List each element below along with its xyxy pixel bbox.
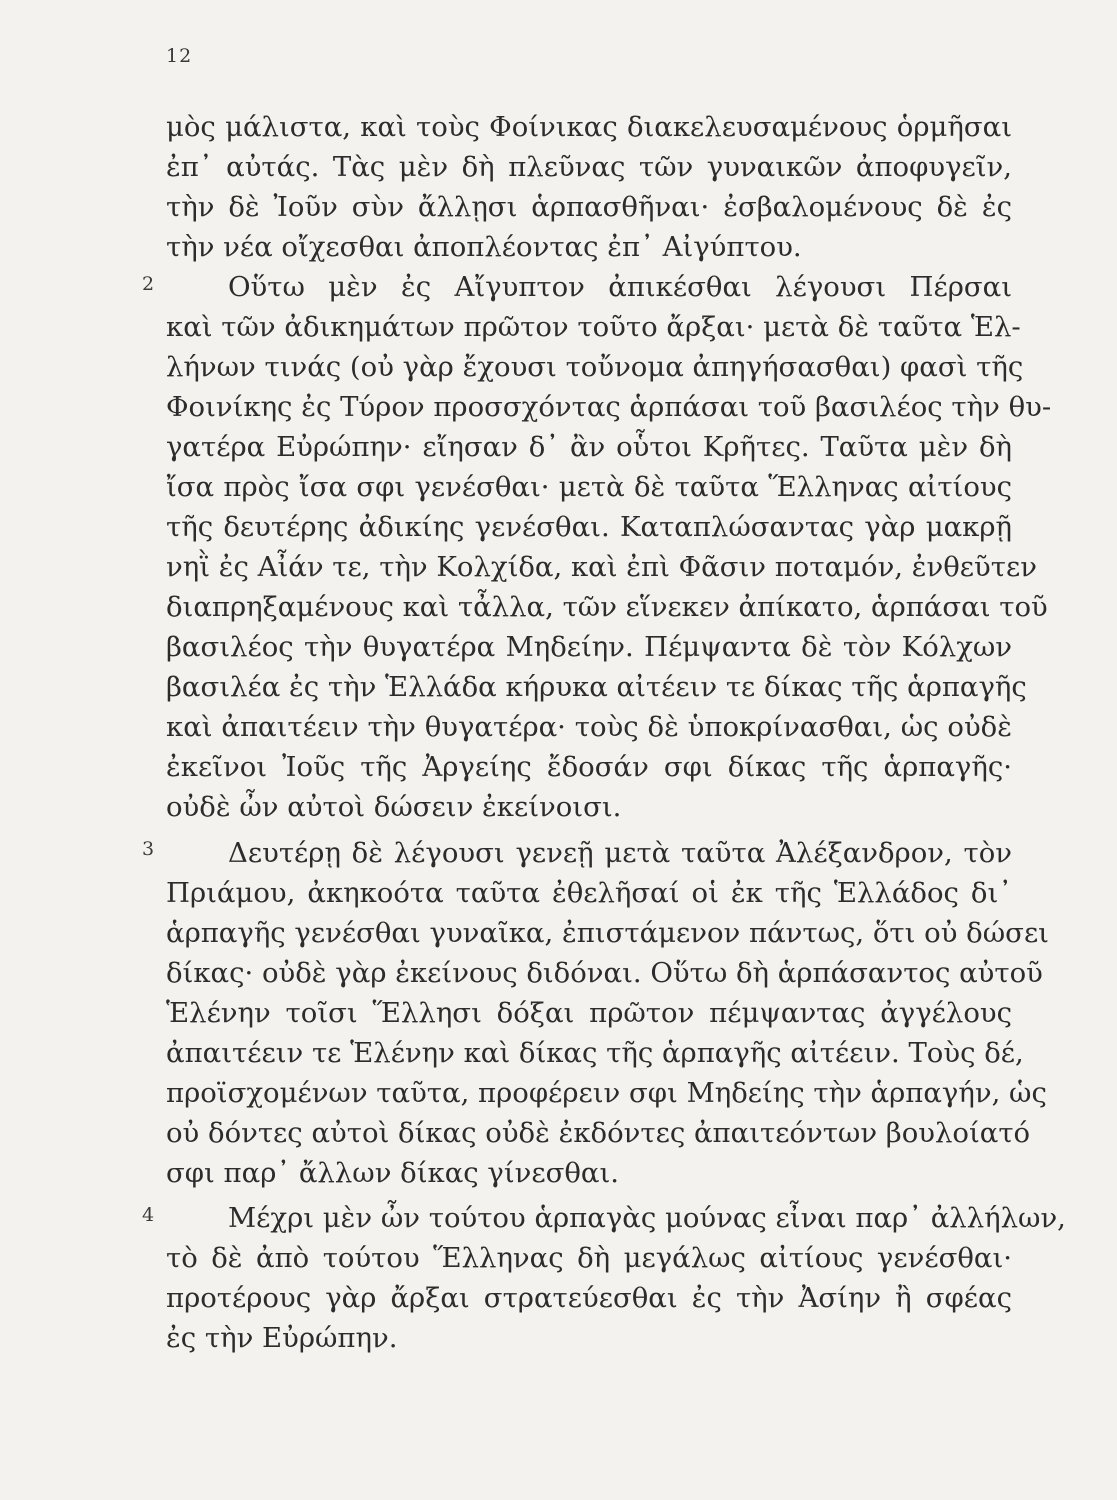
text-line: λήνων τινάς (οὐ γὰρ ἔχουσι τοὔνομα ἀπηγήσασθαι) φασὶ τῆς [166,351,1024,383]
text-line: τὴν δὲ Ἰοῦν σὺν ἄλλῃσι ἁρπασθῆναι· ἐσβαλομένους δὲ ἐς [166,191,1012,223]
text-line: δίκας· οὐδὲ γὰρ ἐκείνους διδόναι. Οὕτω δὴ ἁρπάσαντος αὐτοῦ [166,957,1043,989]
text-line: γατέρα Εὐρώπην· εἴησαν δ᾽ ἂν οὗτοι Κρῆτες. Ταῦτα μὲν δὴ [166,431,1012,463]
text-line: τῆς δευτέρης ἀδικίης γενέσθαι. Καταπλώσαντας γὰρ μακρῇ [166,511,1012,543]
text-line: οὐδὲ ὦν αὐτοὶ δώσειν ἐκείνοισι. [166,791,622,823]
text-line: ἐκεῖνοι Ἰοῦς τῆς Ἀργείης ἔδοσάν σφι δίκας τῆς ἁρπαγῆς· [166,751,1012,783]
section-number: 2 [142,273,155,295]
text-line: προτέρους γὰρ ἄρξαι στρατεύεσθαι ἐς τὴν Ἀσίην ἢ σφέας [166,1282,1012,1314]
text-line: βασιλέα ἐς τὴν Ἑλλάδα κήρυκα αἰτέειν τε δίκας τῆς ἁρπαγῆς [166,671,1027,703]
text-line: καὶ ἀπαιτέειν τὴν θυγατέρα· τοὺς δὲ ὑποκρίνασθαι, ὡς οὐδὲ [166,711,1012,743]
text-line: νηῒ ἐς Αἶάν τε, τὴν Κολχίδα, καὶ ἐπὶ Φᾶσιν ποταμόν, ἐνθεῦτεν [166,551,1037,583]
text-line: καὶ τῶν ἀδικημάτων πρῶτον τοῦτο ἄρξαι· μετὰ δὲ ταῦτα Ἑλ- [166,311,1021,343]
section-number: 4 [142,1204,155,1226]
text-line: Οὕτω μὲν ἐς Αἴγυπτον ἀπικέσθαι λέγουσι Πέρσαι [228,271,1012,303]
text-line: ἐς τὴν Εὐρώπην. [166,1322,398,1354]
text-line: Μέχρι μὲν ὦν τούτου ἁρπαγὰς μούνας εἶναι παρ᾽ ἀλλήλων, [228,1202,1066,1234]
text-line: μὸς μάλιστα, καὶ τοὺς Φοίνικας διακελευσαμένους ὁρμῆσαι [166,111,1012,143]
text-line: προϊσχομένων ταῦτα, προφέρειν σφι Μηδείης τὴν ἁρπαγήν, ὡς [166,1077,1047,1109]
text-line: τὸ δὲ ἀπὸ τούτου Ἕλληνας δὴ μεγάλως αἰτίους γενέσθαι· [166,1242,1012,1274]
page-number: 12 [166,45,193,67]
section-number: 3 [142,838,155,860]
text-line: ἁρπαγῆς γενέσθαι γυναῖκα, ἐπιστάμενον πάντως, ὅτι οὐ δώσει [166,917,1049,949]
text-line: βασιλέος τὴν θυγατέρα Μηδείην. Πέμψαντα δὲ τὸν Κόλχων [166,631,1012,663]
text-line: οὐ δόντες αὐτοὶ δίκας οὐδὲ ἐκδόντες ἀπαιτεόντων βουλοίατό [166,1117,1031,1149]
text-line: διαπρηξαμένους καὶ τἆλλα, τῶν εἵνεκεν ἀπίκατο, ἁρπάσαι τοῦ [166,591,1048,623]
text-line: Πριάμου, ἀκηκοότα ταῦτα ἐθελῆσαί οἱ ἐκ τῆς Ἑλλάδος δι᾽ [166,877,1012,909]
text-line: Δευτέρῃ δὲ λέγουσι γενεῇ μετὰ ταῦτα Ἀλέξανδρον, τὸν [228,837,1012,869]
text-line: τὴν νέα οἴχεσθαι ἀποπλέοντας ἐπ᾽ Αἰγύπτου. [166,231,802,263]
text-line: σφι παρ᾽ ἄλλων δίκας γίνεσθαι. [166,1157,620,1189]
text-line: Φοινίκης ἐς Τύρον προσσχόντας ἁρπάσαι τοῦ βασιλέος τὴν θυ- [166,391,1052,423]
text-line: ἀπαιτέειν τε Ἑλένην καὶ δίκας τῆς ἁρπαγῆς αἰτέειν. Τοὺς δέ, [166,1037,1024,1069]
text-line: ἐπ᾽ αὐτάς. Τὰς μὲν δὴ πλεῦνας τῶν γυναικῶν ἀποφυγεῖν, [166,151,1012,183]
text-line: ἴσα πρὸς ἴσα σφι γενέσθαι· μετὰ δὲ ταῦτα Ἕλληνας αἰτίους [166,471,1012,503]
text-line: Ἑλένην τοῖσι Ἕλλησι δόξαι πρῶτον πέμψαντας ἀγγέλους [166,997,1012,1029]
